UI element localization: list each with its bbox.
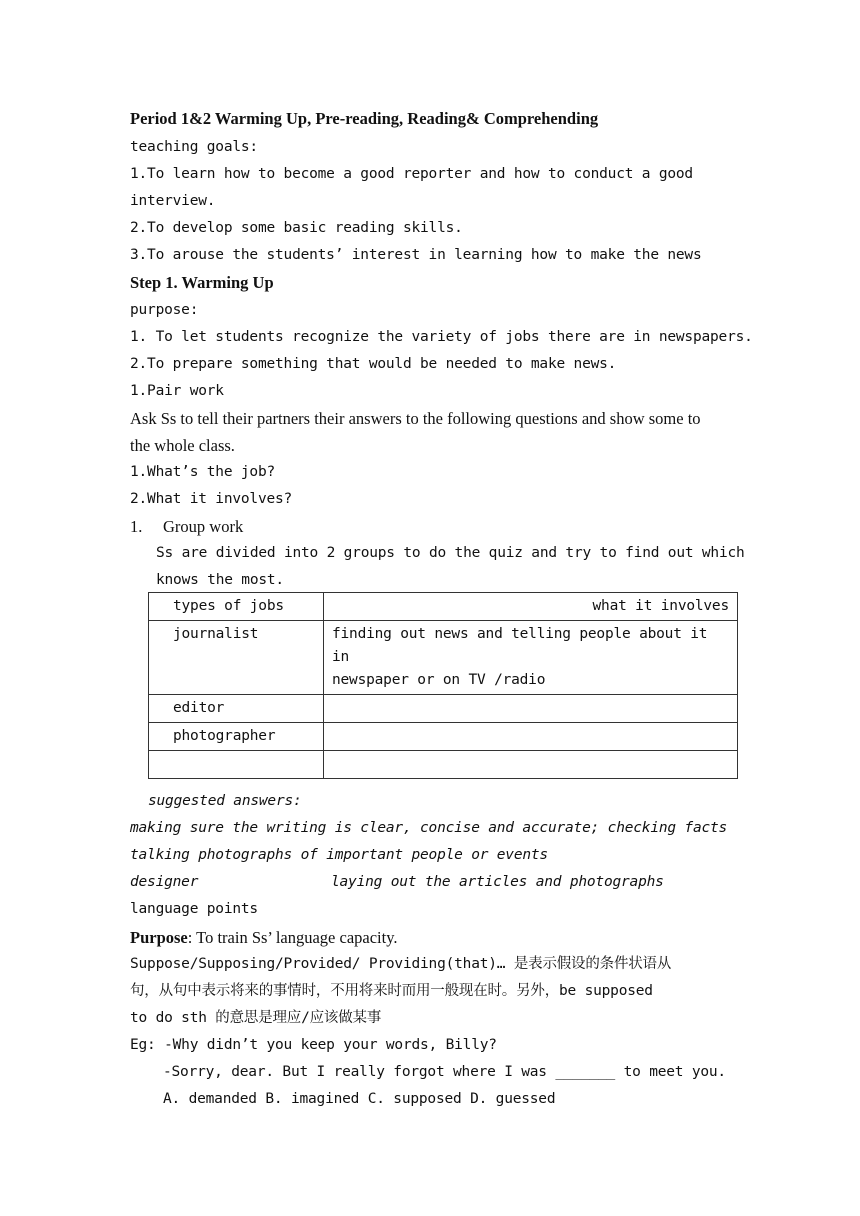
table-cell: journalist [149, 621, 324, 695]
table-cell: photographer [149, 723, 324, 751]
purpose-label: purpose: [130, 302, 199, 318]
instruction-line-1: Ask Ss to tell their partners their answers to the following questions and show some to [130, 409, 701, 428]
table-row [149, 695, 738, 723]
table-row [149, 723, 738, 751]
answer-line-2: talking photographs of important people or events [130, 847, 548, 863]
example-question: Eg: -Why didn’t you keep your words, Billy? [130, 1037, 497, 1053]
group-desc-2: knows the most. [156, 572, 284, 588]
purpose-1: 1. To let students recognize the variety of jobs there are in newspapers. [130, 329, 753, 345]
step1-heading: Step 1. Warming Up [130, 273, 274, 292]
language-purpose [130, 927, 398, 949]
table-cell [324, 751, 738, 779]
cell-text-line: newspaper or on TV /radio [332, 672, 546, 688]
table-cell [324, 723, 738, 751]
group-desc-1: Ss are divided into 2 groups to do the quiz and try to find out which [156, 545, 745, 561]
table-header-row [149, 593, 738, 621]
page-title: Period 1&2 Warming Up, Pre-reading, Reading& Comprehending [130, 109, 599, 128]
example-response: -Sorry, dear. But I really forgot where I was _______ to meet you. [163, 1064, 726, 1080]
jobs-table [148, 592, 738, 779]
answer-line-3-job: designer [130, 874, 199, 890]
answer-line-1: making sure the writing is clear, concise and accurate; checking facts [130, 820, 728, 836]
table-row [149, 751, 738, 779]
language-line-1: Suppose/Supposing/Provided/ Providing(that)… 是表示假设的条件状语从 [130, 956, 672, 972]
goal-3: 3.To arouse the students’ interest in learning how to make the news [130, 247, 702, 263]
question-1: 1.What’s the job? [130, 464, 276, 480]
pair-work: 1.Pair work [130, 383, 224, 399]
cell-text-line: finding out news and telling people about it in [332, 626, 708, 665]
goal-1: 1.To learn how to become a good reporter and how to conduct a good [130, 166, 693, 182]
answer-options: A. demanded B. imagined C. supposed D. guessed [163, 1091, 556, 1107]
table-row [149, 621, 738, 695]
table-cell [149, 751, 324, 779]
table-header-cell: types of jobs [149, 593, 324, 621]
language-points-heading: language points [130, 901, 258, 917]
group-work-number: 1. [130, 517, 143, 536]
goals-heading: teaching goals: [130, 139, 258, 155]
instruction-line-2: the whole class. [130, 436, 235, 455]
answer-line-3-desc: laying out the articles and photographs [331, 874, 664, 890]
purpose-text: : To train Ss’ language capacity. [187, 928, 398, 947]
table-header-cell: what it involves [324, 593, 738, 621]
goal-1-cont: interview. [130, 193, 216, 209]
suggested-answers-label: suggested answers: [148, 793, 302, 809]
table-cell [324, 695, 738, 723]
question-2: 2.What it involves? [130, 491, 293, 507]
language-line-3: to do sth 的意思是理应/应该做某事 [130, 1010, 382, 1026]
purpose-label-bold: Purpose [130, 928, 188, 947]
group-work-label: Group work [163, 517, 244, 536]
table-cell [324, 621, 738, 695]
purpose-2: 2.To prepare something that would be needed to make news. [130, 356, 617, 372]
goal-2: 2.To develop some basic reading skills. [130, 220, 463, 236]
language-line-2: 句，从句中表示将来的事情时，不用将来时而用一般现在时。另外，be supposed [130, 983, 653, 999]
table-cell: editor [149, 695, 324, 723]
